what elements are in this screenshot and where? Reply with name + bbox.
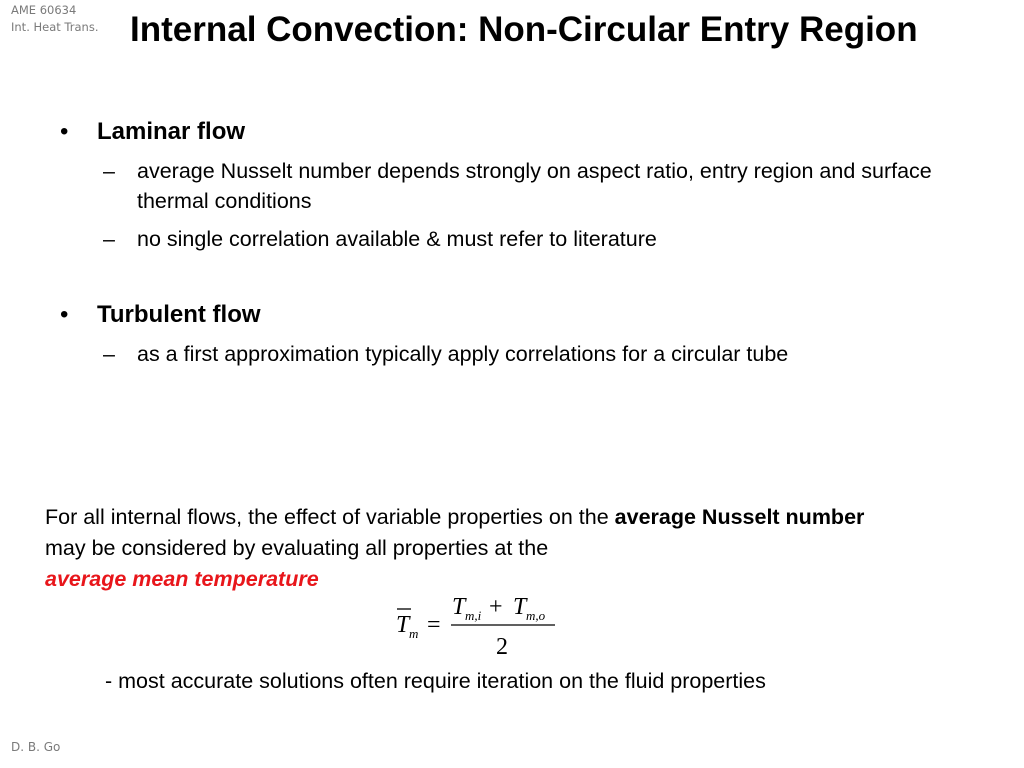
bullet-heading: Laminar flow — [97, 118, 246, 145]
equals-sign: = — [427, 612, 441, 638]
course-code: AME 60634 — [11, 3, 77, 17]
sub-bullet-text: average Nusselt number depends strongly on aspect ratio, entry region and surface thermal conditions — [137, 159, 932, 213]
para-text: For all internal flows, the effect of variable properties on the — [45, 505, 615, 529]
iteration-note: - most accurate solutions often require iteration on the fluid properties — [105, 669, 766, 693]
course-name: Int. Heat Trans. — [11, 20, 99, 34]
dash-marker: – — [103, 227, 115, 251]
dash-marker: – — [103, 159, 115, 183]
sub-bullet-text: as a first approximation typically apply correlations for a circular tube — [137, 342, 789, 366]
bullet-dot: • — [60, 118, 69, 145]
para-bold-text: average Nusselt number — [614, 505, 865, 529]
num-sub1: m,i — [465, 608, 482, 623]
properties-paragraph — [45, 502, 875, 595]
denominator: 2 — [496, 634, 508, 660]
lhs-sub: m — [409, 626, 419, 641]
bullet-heading: Turbulent flow — [97, 301, 261, 328]
num-var1: T — [452, 594, 466, 620]
slide-title: Internal Convection: Non-Circular Entry Region — [130, 10, 918, 49]
bullet-dot: • — [60, 301, 69, 328]
num-sub2: m,o — [526, 608, 546, 623]
author-label: D. B. Go — [11, 740, 61, 754]
dash-marker: – — [103, 342, 115, 366]
mean-temperature-formula — [392, 588, 562, 660]
lhs-var: T — [396, 612, 410, 638]
para-emphasis: average mean temperature — [45, 567, 319, 591]
num-var2: T — [513, 594, 527, 620]
para-text: may be considered by evaluating all properties at the — [45, 536, 549, 560]
course-label — [11, 2, 98, 36]
sub-bullet-text: no single correlation available & must refer to literature — [137, 227, 657, 251]
plus-sign: + — [489, 594, 503, 620]
